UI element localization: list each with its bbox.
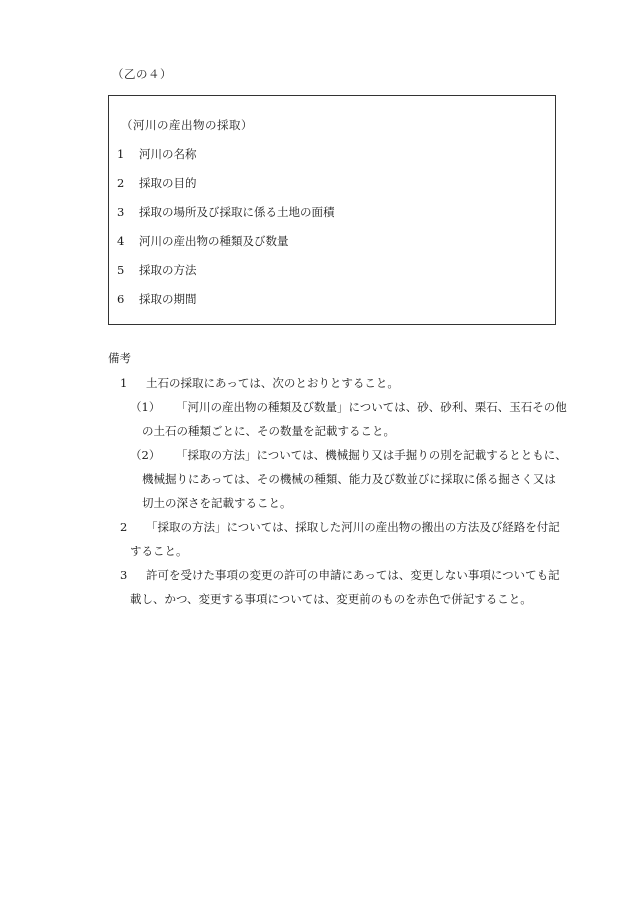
note-1-2-continued (142, 467, 556, 491)
note-2 (120, 515, 560, 539)
form-label: （乙の４） (112, 67, 172, 81)
box-item-1 (117, 146, 197, 162)
box-item-6 (117, 291, 197, 307)
box-item-number: 1 (117, 147, 125, 161)
box-item-number: 2 (117, 176, 125, 190)
box-item-number: 6 (117, 292, 125, 306)
remarks-heading: 備考 (108, 351, 131, 365)
note-1-1-continued (142, 419, 395, 443)
box-item-text: 採取の期間 (139, 292, 197, 306)
note-1-2 (130, 443, 567, 467)
note-text: 「採取の方法」については、機械掘り又は手掘りの別を記載するとともに、 (176, 448, 567, 462)
box-item-2 (117, 175, 197, 191)
note-number: 1 (120, 376, 128, 390)
note-text: の土石の種類ごとに、その数量を記載すること。 (142, 424, 395, 438)
note-text: 「河川の産出物の種類及び数量」については、砂、砂利、栗石、玉石その他 (176, 400, 567, 414)
note-number: 2 (120, 520, 128, 534)
note-text: 機械掘りにあっては、その機械の種類、能力及び数並びに採取に係る掘さく又は (142, 472, 556, 486)
note-text: 土石の採取にあっては、次のとおりとすること。 (146, 376, 399, 390)
box-item-4 (117, 233, 289, 249)
note-text: 載し、かつ、変更する事項については、変更前のものを赤色で併記すること。 (130, 592, 532, 606)
note-text: 切土の深さを記載すること。 (142, 496, 292, 510)
box-item-text: 河川の名称 (139, 147, 197, 161)
note-number: 3 (120, 568, 128, 582)
note-text: 許可を受けた事項の変更の許可の申請にあっては、変更しない事項についても記 (146, 568, 560, 582)
box-item-number: 5 (117, 263, 125, 277)
box-item-3 (117, 204, 335, 220)
note-1-2-continued-2 (142, 491, 292, 515)
note-number: （2） (130, 448, 161, 462)
box-title: （河川の産出物の採取） (121, 118, 253, 132)
note-2-continued (130, 539, 188, 563)
note-number: （1） (130, 400, 161, 414)
box-item-text: 採取の方法 (139, 263, 197, 277)
note-3-continued (130, 587, 532, 611)
box-item-text: 河川の産出物の種類及び数量 (139, 234, 289, 248)
note-1 (120, 371, 399, 395)
box-item-5 (117, 262, 197, 278)
box-item-number: 4 (117, 234, 125, 248)
note-1-1 (130, 395, 567, 419)
form-box (108, 95, 556, 325)
note-3 (120, 563, 560, 587)
note-text: 「採取の方法」については、採取した河川の産出物の搬出の方法及び経路を付記 (146, 520, 560, 534)
box-item-text: 採取の場所及び採取に係る土地の面積 (139, 205, 335, 219)
note-text: すること。 (130, 544, 188, 558)
box-item-number: 3 (117, 205, 125, 219)
box-item-text: 採取の目的 (139, 176, 197, 190)
